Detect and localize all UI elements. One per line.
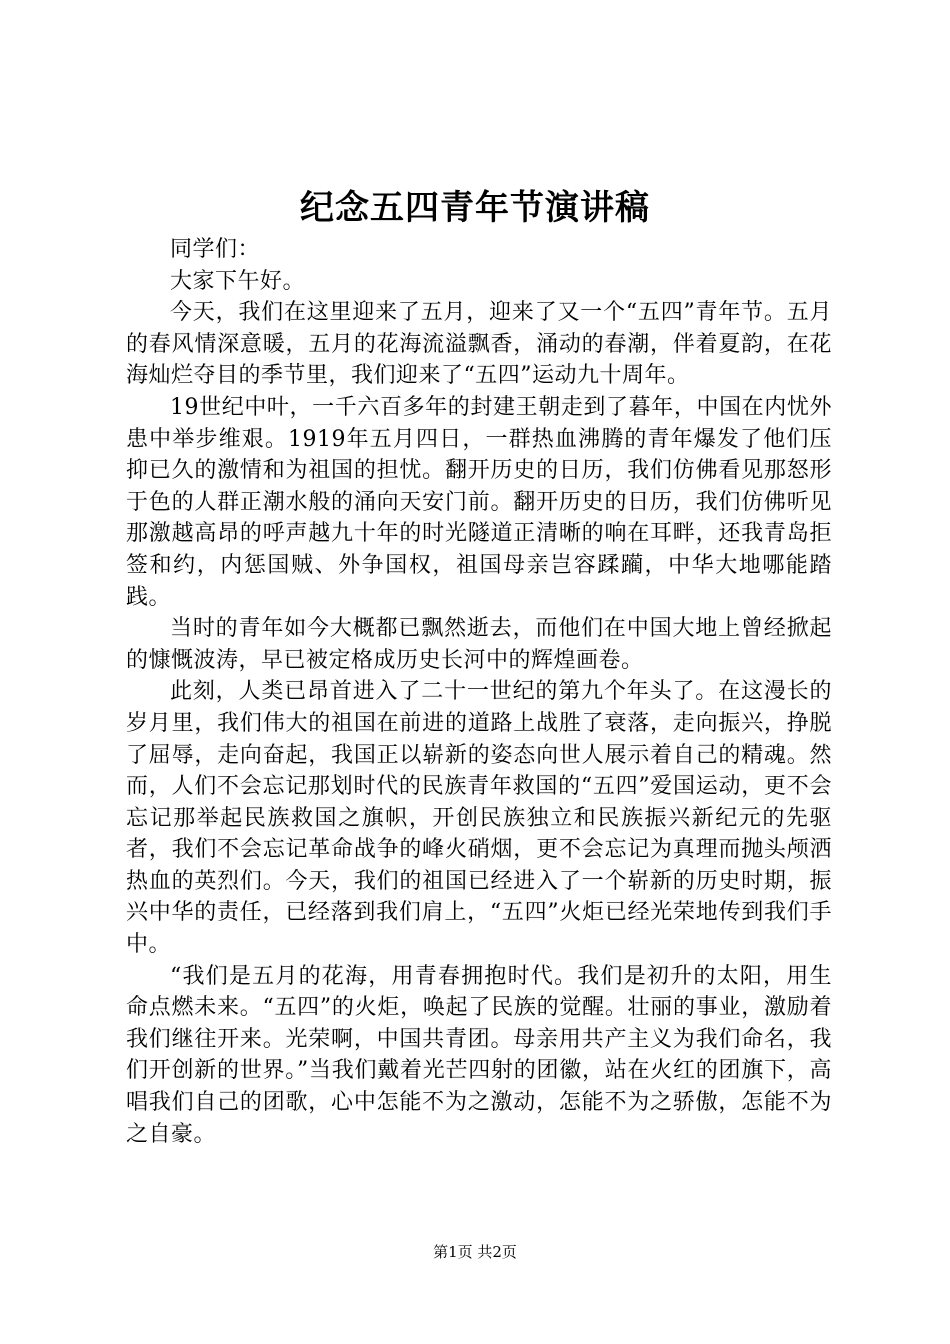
body-paragraph: 今天，我们在这里迎来了五月，迎来了又一个“五四”青年节。五月的春风情深意暖，五月的花海流溢飘香，涌动的春潮，伴着夏韵，在花海灿烂夺目的季节里，我们迎来了“五四”运动九十周年。 <box>126 300 832 389</box>
document-title: 纪念五四青年节演讲稿 <box>300 188 650 228</box>
document-body <box>126 234 832 1150</box>
page-number-footer: 第1页 共2页 <box>433 1243 517 1261</box>
salutation-paragraph: 大家下午好。 <box>170 268 306 294</box>
body-paragraph: “我们是五月的花海，用青春拥抱时代。我们是初升的太阳，用生命点燃未来。“五四”的火炬，唤起了民族的觉醒。壮丽的事业，激励着我们继往开来。光荣啊，中国共青团。母亲用共产主义为我们命名，我们开创新的世界。”当我们戴着光芒四射的团徽，站在火红的团旗下，高唱我们自己的团歌，心中怎能不为之激动，怎能不为之骄傲，怎能不为之自豪。 <box>126 963 832 1147</box>
body-paragraph: 19世纪中叶，一千六百多年的封建王朝走到了暮年，中国在内忧外患中举步维艰。1919年五月四日，一群热血沸腾的青年爆发了他们压抑已久的激情和为祖国的担忧。翻开历史的日历，我们仿佛看见那怒形于色的人群正潮水般的涌向天安门前。翻开历史的日历，我们仿佛听见那激越高昂的呼声越九十年的时光隧道正清晰的响在耳畔，还我青岛拒签和约，内惩国贼、外争国权，祖国母亲岂容蹂躏，中华大地哪能踏践。 <box>126 394 832 610</box>
body-paragraph: 当时的青年如今大概都已飘然逝去，而他们在中国大地上曾经掀起的慷慨波涛，早已被定格成历史长河中的辉煌画卷。 <box>126 616 832 673</box>
body-paragraph: 此刻，人类已昂首进入了二十一世纪的第九个年头了。在这漫长的岁月里，我们伟大的祖国在前进的道路上战胜了衰落，走向振兴，挣脱了屈辱，走向奋起，我国正以崭新的姿态向世人展示着自己的精魂。然而，人们不会忘记那划时代的民族青年救国的“五四”爱国运动，更不会忘记那举起民族救国之旗帜，开创民族独立和民族振兴新纪元的先驱者，我们不会忘记革命战争的峰火硝烟，更不会忘记为真理而抛头颅洒热血的英烈们。今天，我们的祖国已经进入了一个崭新的历史时期，振兴中华的责任，已经落到我们肩上，“五四”火炬已经光荣地传到我们手中。 <box>126 679 832 958</box>
greeting-paragraph: 同学们： <box>170 237 261 262</box>
